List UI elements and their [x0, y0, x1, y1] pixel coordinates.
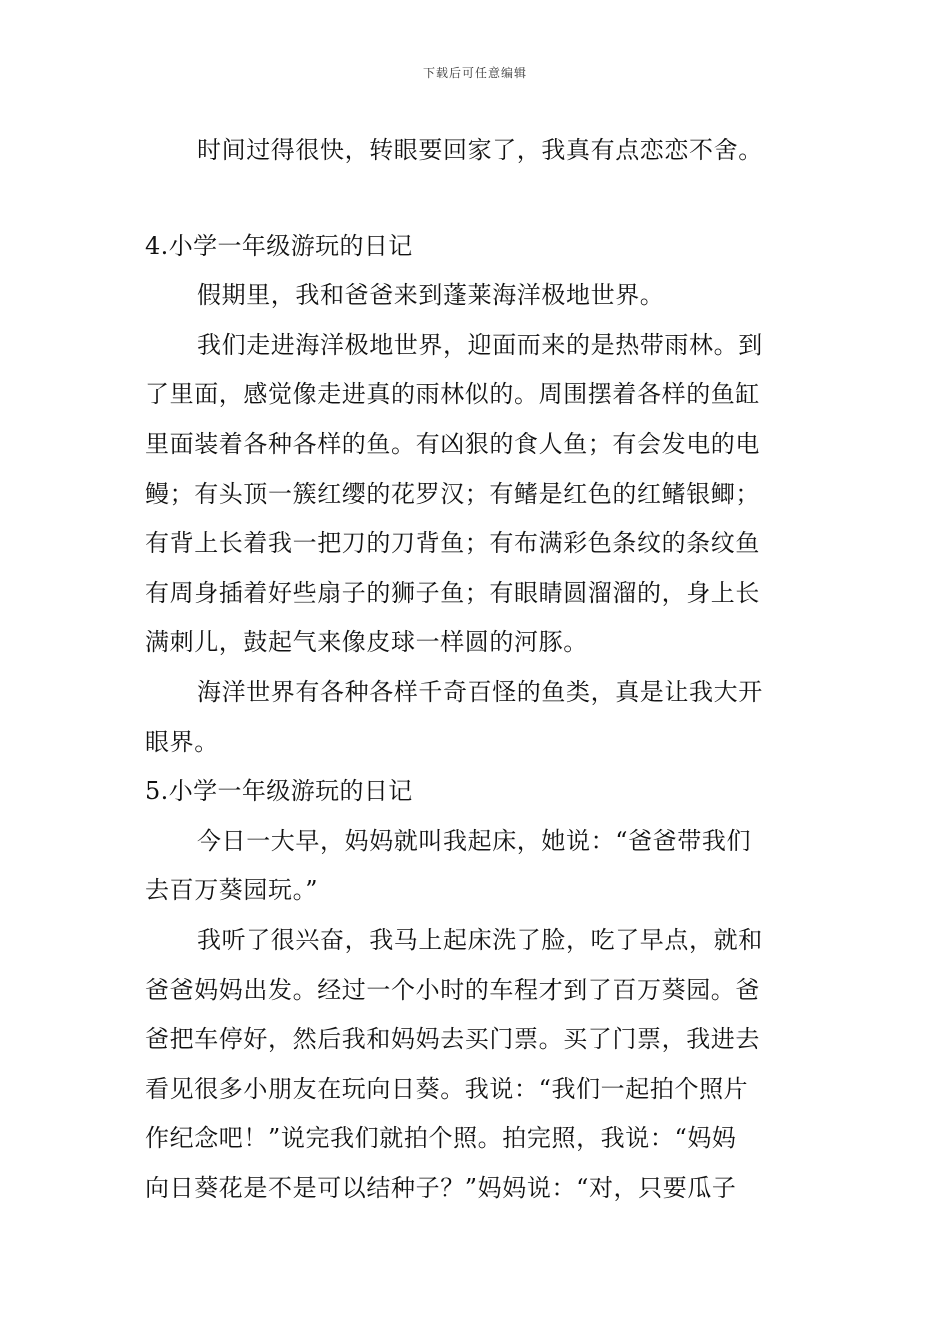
section-4: [145, 222, 810, 768]
text-line: 假期里，我和爸爸来到蓬莱海洋极地世界。: [197, 281, 665, 310]
text-line: 满刺儿，鼓起气来像皮球一样圆的河豚。: [145, 628, 588, 657]
text-line: 去百万葵园玩。”: [145, 876, 319, 905]
text-line: 爸爸妈妈出发。经过一个小时的车程才到了百万葵园。爸: [145, 975, 760, 1004]
header-note: 下载后可任意编辑: [422, 66, 527, 80]
paragraph: [145, 321, 810, 668]
text-line: 作纪念吧！”说完我们就拍个照。拍完照，我说：“妈妈: [145, 1124, 737, 1153]
text-line: 今日一大早，妈妈就叫我起床，她说：“爸爸带我们: [197, 826, 752, 855]
text-line: 海洋世界有各种各样千奇百怪的鱼类，真是让我大开: [197, 677, 763, 706]
section-gap: [145, 176, 810, 222]
section-heading: 4.小学一年级游玩的日记: [145, 231, 413, 260]
section-heading: 5.小学一年级游玩的日记: [145, 777, 413, 806]
text-line: 鳗；有头顶一簇红缨的花罗汉；有鳍是红色的红鳍银鲫；: [145, 479, 760, 508]
paragraph: [145, 668, 810, 767]
section-5: [145, 767, 810, 1213]
paragraph-intro: [145, 126, 810, 176]
text-line: 我们走进海洋极地世界，迎面而来的是热带雨林。到: [197, 330, 763, 359]
text-line: 我听了很兴奋，我马上起床洗了脸，吃了早点，就和: [197, 925, 763, 954]
text-line: 眼界。: [145, 727, 219, 756]
document-body: [145, 126, 810, 1213]
paragraph: [145, 916, 810, 1214]
text-line: 向日葵花是不是可以结种子？”妈妈说：“对，只要瓜子: [145, 1173, 737, 1202]
text-line: 看见很多小朋友在玩向日葵。我说：“我们一起拍个照片: [145, 1074, 749, 1103]
text-line: 有背上长着我一把刀的刀背鱼；有布满彩色条纹的条纹鱼: [145, 529, 760, 558]
text-line: 里面装着各种各样的鱼。有凶狠的食人鱼；有会发电的电: [145, 429, 760, 458]
text-line: 时间过得很快，转眼要回家了，我真有点恋恋不舍。: [197, 136, 763, 164]
text-line: 爸把车停好，然后我和妈妈去买门票。买了门票，我进去: [145, 1025, 760, 1054]
text-line: 有周身插着好些扇子的狮子鱼；有眼睛圆溜溜的，身上长: [145, 578, 760, 607]
text-line: 了里面，感觉像走进真的雨林似的。周围摆着各样的鱼缸: [145, 380, 760, 409]
paragraph: [145, 271, 810, 321]
paragraph: [145, 817, 810, 916]
